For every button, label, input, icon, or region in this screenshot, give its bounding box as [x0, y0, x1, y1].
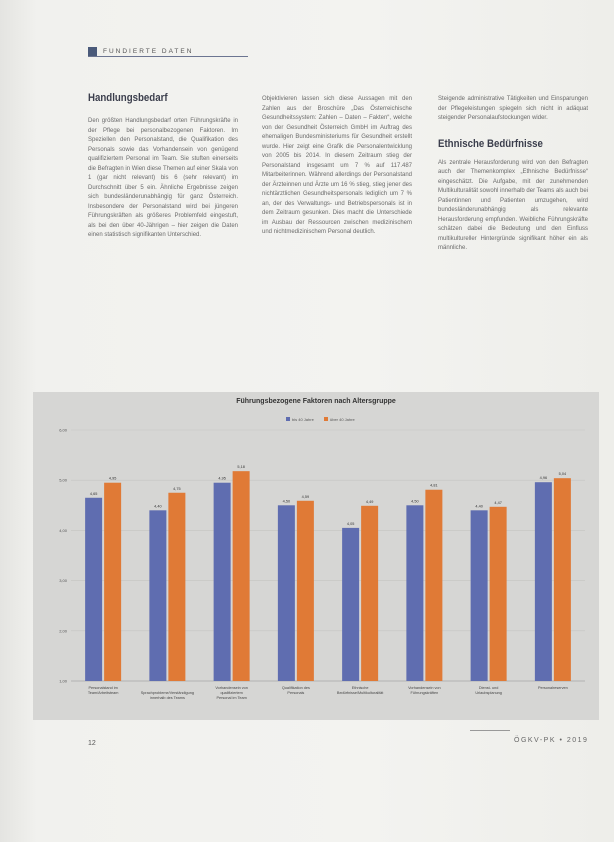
bar-chart	[33, 392, 599, 720]
bar	[233, 471, 250, 681]
chart-panel	[33, 392, 599, 720]
bar	[554, 478, 571, 681]
bar	[361, 506, 378, 681]
bar	[342, 528, 359, 681]
legend-label: über 40 Jahre	[330, 417, 355, 422]
y-tick-label: 1,00	[59, 678, 67, 684]
y-tick-label: 6,00	[59, 427, 67, 433]
x-tick-label: Sprachprobleme/Verständigung innerhalb des Teams	[140, 691, 194, 700]
data-label: 4,50	[411, 499, 419, 504]
data-label: 5,04	[558, 472, 567, 477]
data-label: 4,50	[282, 499, 291, 504]
chart-title: Führungsbezogene Faktoren nach Altersgruppe	[236, 398, 396, 405]
column3-paragraph-top: Steigende administrative Tätigkeiten und Einsparungen der Pflegeleistungen spiegeln sich nicht in adäquat steigender Personalaufstockungen wider.	[438, 96, 588, 121]
data-label: 4,81	[430, 483, 438, 488]
y-tick-label: 3,00	[59, 578, 67, 584]
bar	[406, 505, 423, 681]
x-tick-label: Qualifikation des Personals	[281, 686, 310, 695]
data-label: 4,75	[173, 486, 181, 491]
text-column-1	[88, 92, 238, 245]
x-tick-label: Dienst- und Urlaubsplanung	[475, 686, 502, 695]
column3-paragraph-bottom: Als zentrale Herausforderung wird von den Befragten auch der Themenkomplex „Ethnische Bedürfnisse“ eingeschätzt. Die Aufgabe, mit der zunehmenden Multikulturalität sowohl innerhalb der Teams als auch bei Patientinnen und Patienten umzugehen, wird bundesländerunabhängig als relevante Herausforderung empfunden. Weibliche Führungskräfte schätzen dabei die Bedeutung und den Einfluss multikultureller Hintergründe signifikant höher ein als männliche.	[438, 159, 588, 251]
legend-swatch	[324, 417, 328, 421]
header-divider	[88, 56, 248, 57]
x-tick-label: Personalstand im Team/Arbeitsteam	[87, 686, 119, 695]
bar	[535, 482, 552, 681]
bar	[214, 483, 231, 681]
text-column-2	[262, 95, 412, 242]
column1-paragraph: Den größten Handlungsbedarf orten Führungskräfte in der Pflege bei personalbezogenen Faktoren. Im Speziellen den Personalstand, die Qualifikation des Personals sowie das Vorhandensein von genügend qualifiziertem Personal im Team. Sie stuften einerseits die Befragten in Wien diese Themen auf einer Skala von 1 (gar nicht relevant) bis 6 (sehr relevant) im Durchschnitt über 5 ein. Ähnliche Ergebnisse zeigen sich bundesländerunabhängig für ganz Österreich. Insbesondere der Personalstand wird bei jüngeren Führungskräften als größeres Problemfeld eingestuft, als bei den über 40-Jährigen – hier zeigen die Daten einen statistisch signifikanten Unterschied.	[88, 118, 238, 238]
bar	[278, 505, 295, 681]
data-label: 4,95	[108, 476, 117, 481]
heading-ethnische-beduerfnisse: Ethnische Bedürfnisse	[438, 137, 543, 150]
legend-swatch	[286, 417, 290, 421]
bar	[425, 490, 442, 681]
x-tick-label: Ethnische Bedürfnisse/Multikulturalität	[336, 686, 384, 695]
footer-publication: ÖGKV-PK • 2019	[514, 737, 589, 744]
bar	[149, 510, 166, 681]
heading-handlungsbedarf: Handlungsbedarf	[88, 92, 168, 104]
data-label: 4,49	[365, 499, 374, 504]
footer-divider	[470, 730, 510, 731]
data-label: 4,47	[494, 500, 502, 505]
bar	[85, 498, 102, 681]
data-label: 4,96	[539, 476, 548, 481]
data-label: 4,65	[89, 491, 98, 496]
data-label: 4,59	[301, 494, 310, 499]
data-label: 4,40	[475, 504, 483, 509]
data-label: 4,40	[154, 504, 162, 509]
data-label: 4,95	[218, 476, 226, 481]
bar	[297, 501, 314, 681]
section-square-icon	[88, 47, 97, 56]
y-tick-label: 4,00	[59, 527, 67, 533]
data-label: 4,05	[346, 521, 355, 526]
data-label: 5,18	[237, 465, 245, 470]
text-column-3	[438, 95, 588, 258]
bar	[104, 483, 121, 681]
bar	[168, 493, 185, 681]
x-tick-label: Personalreserven	[537, 686, 568, 690]
bar	[490, 507, 507, 681]
y-tick-label: 2,00	[59, 628, 67, 634]
section-label: FUNDIERTE DATEN	[103, 47, 194, 55]
x-tick-label: Vorhandensein von Führungskräften	[408, 686, 441, 695]
y-tick-label: 5,00	[59, 477, 67, 483]
bar	[471, 510, 488, 681]
x-tick-label: Vorhandensein von qualifiziertem Personal im Team	[215, 686, 248, 700]
page-number: 12	[88, 740, 96, 747]
column2-paragraph: Objektivieren lassen sich diese Aussagen mit den Zahlen aus der Broschüre „Das Österreichische Gesundheitssystem: Zahlen – Daten – Fakten“, welche von der Gesundheit Österreich GmbH im Auftrag des ehemaligen Bundesministeriums für Gesundheit erstellt wurde. Hier zeigt eine Grafik die Personalentwicklung von 2005 bis 2014. In diesem Zeitraum stieg der Personalstand insgesamt um 7 % auf 117.487 Mitarbeiterinnen. Während allerdings der Personalstand der Ärzteinnen und Ärzte um 16 % stieg, stieg jener des nichtärztlichen Gesundheitspersonals lediglich um 7 % an, der des Verwaltungs- und Betriebspersonals ist in dem Zeitraum gesunken. Dies macht die Unterschiede im Ausbau der Ressourcen zwischen medizinischem und nichtmedizinischem Personal deutlich.	[262, 96, 412, 235]
legend-label: bis 40 Jahre	[292, 417, 314, 422]
